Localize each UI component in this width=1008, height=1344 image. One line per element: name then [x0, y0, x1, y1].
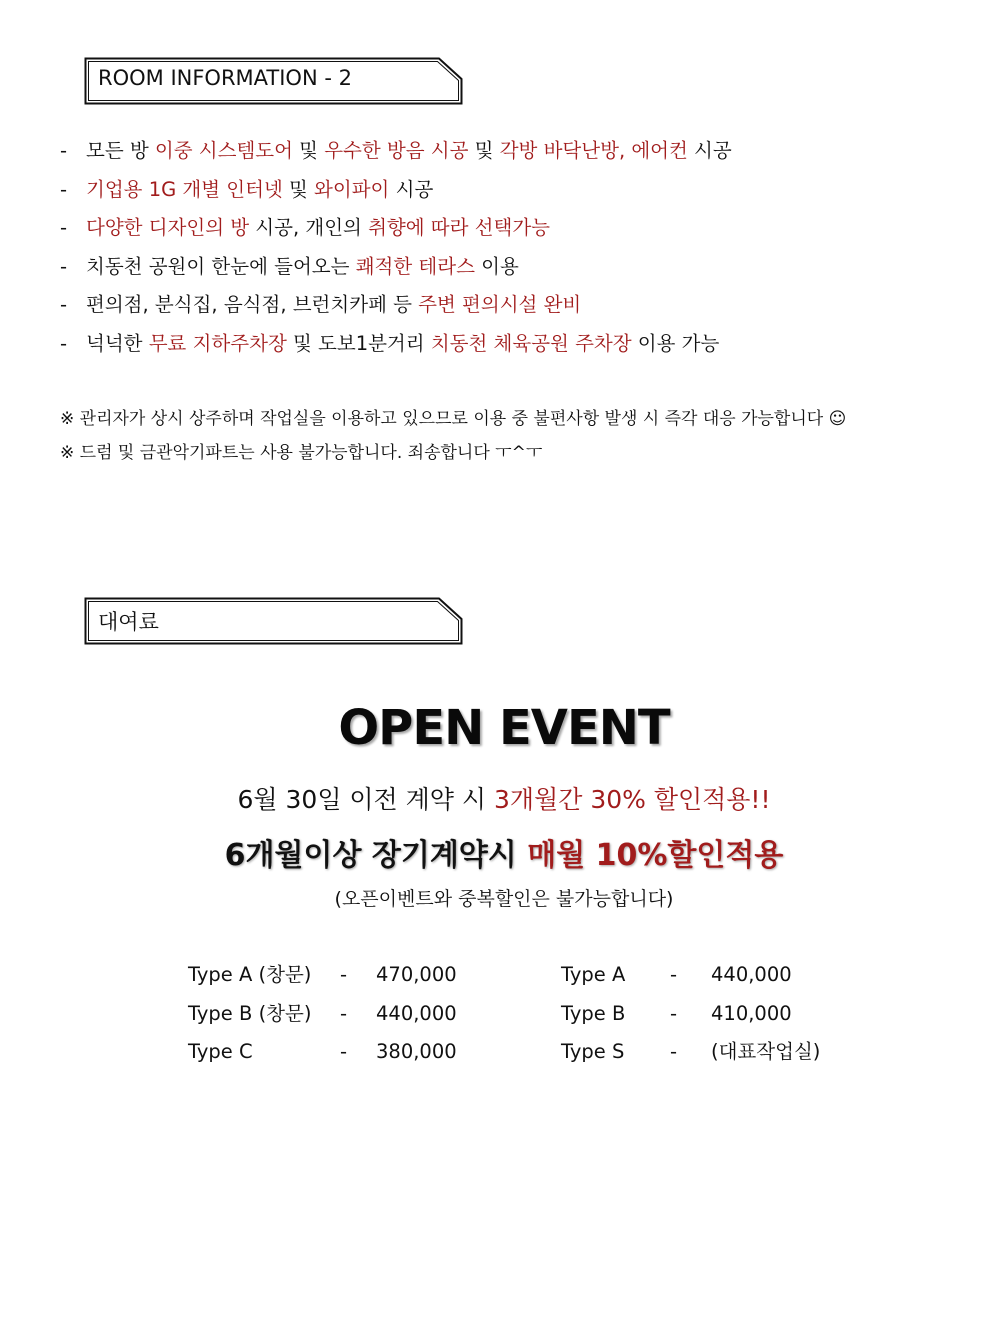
feature-text — [86, 173, 433, 207]
highlight-text: 무료 지하주차장 — [148, 331, 287, 355]
room-price: 440,000 — [711, 963, 792, 986]
plain-text: 및 — [282, 177, 315, 201]
section-header-room-info — [84, 57, 464, 105]
room-type: Type B (창문) — [188, 1001, 312, 1025]
bullet-dash: - — [60, 254, 68, 278]
price-dash: - — [670, 1001, 678, 1025]
plain-text: 이용 — [474, 254, 519, 278]
plain-text: 시공 — [687, 139, 732, 162]
plain-text: 치동천 공원이 한눈에 들어오는 — [86, 254, 356, 278]
plain-text: 및 — [292, 139, 325, 162]
section-title: 대여료 — [98, 610, 159, 634]
price-dash: - — [340, 1001, 348, 1025]
highlight-text: 다양한 디자인의 방 — [86, 216, 250, 239]
highlight-text: 각방 바닥난방, 에어컨 — [499, 139, 688, 162]
room-type: Type A — [561, 963, 626, 986]
bullet-dash: - — [60, 331, 68, 355]
bullet-dash: - — [60, 293, 68, 316]
highlight-text: 취향에 따라 선택가능 — [368, 216, 551, 239]
room-type: Type A (창문) — [188, 963, 312, 986]
price-dash: - — [670, 963, 678, 986]
room-price: 470,000 — [376, 963, 457, 986]
event-line-1 — [0, 780, 1008, 816]
event-line-2 — [0, 830, 1008, 874]
price-dash: - — [340, 963, 348, 986]
plain-text: 및 도보1분거리 — [286, 331, 431, 355]
price-dash: - — [340, 1040, 348, 1063]
bullet-dash: - — [60, 177, 68, 201]
plain-text: 이용 가능 — [631, 331, 720, 355]
highlight-text: 주변 편의시설 완비 — [418, 293, 582, 316]
note-line: ※ 드럼 및 금관악기파트는 사용 불가능합니다. 죄송합니다 ㅜ^ㅜ — [60, 443, 543, 463]
price-dash: - — [670, 1040, 678, 1063]
highlight-text: 와이파이 — [314, 177, 390, 201]
plain-text: 시공 — [389, 177, 434, 201]
feature-text — [86, 211, 550, 245]
room-price: 380,000 — [376, 1040, 457, 1063]
plain-text: 편의점, 분식집, 음식점, 브런치카페 등 — [86, 293, 419, 316]
event-line-2-highlight: 매월 10%할인적용 — [527, 838, 784, 873]
feature-text — [86, 327, 719, 361]
plain-text: 모든 방 — [86, 139, 155, 162]
highlight-text: 기업용 1G 개별 인터넷 — [86, 177, 283, 201]
highlight-text: 쾌적한 테라스 — [355, 254, 475, 278]
event-note: (오픈이벤트와 중복할인은 불가능합니다) — [334, 888, 674, 910]
highlight-text: 이중 시스템도어 — [154, 139, 293, 162]
bullet-dash: - — [60, 139, 68, 162]
highlight-text: 치동천 체육공원 주차장 — [430, 331, 632, 355]
feature-text — [86, 134, 732, 168]
room-price: 440,000 — [376, 1001, 457, 1025]
notes — [60, 402, 846, 470]
room-price: 410,000 — [711, 1001, 792, 1025]
event-line-1-highlight: 3개월간 30% 할인적용!! — [494, 785, 771, 814]
highlight-text: 우수한 방음 시공 — [324, 139, 469, 162]
event-title: OPEN EVENT — [338, 700, 670, 756]
note-line: ※ 관리자가 상시 상주하며 작업실을 이용하고 있으므로 이용 중 불편사항 발생 시 즉각 대응 가능합니다 ☺ — [60, 409, 847, 429]
room-type: Type B — [561, 1001, 626, 1025]
room-type: Type C — [188, 1040, 253, 1063]
section-title: ROOM INFORMATION - 2 — [98, 66, 352, 90]
event-line-2-plain: 6개월이상 장기계약시 — [224, 838, 528, 873]
feature-text — [86, 250, 519, 284]
section-header-rental-fee — [84, 597, 464, 645]
plain-text: 및 — [468, 139, 500, 162]
feature-text — [86, 288, 581, 322]
plain-text: 넉넉한 — [86, 331, 149, 355]
bullet-dash: - — [60, 216, 68, 239]
event-line-1-plain: 6월 30일 이전 계약 시 — [237, 785, 495, 814]
room-price: (대표작업실) — [711, 1040, 821, 1063]
room-type: Type S — [561, 1040, 625, 1063]
plain-text: 시공, 개인의 — [249, 216, 369, 239]
